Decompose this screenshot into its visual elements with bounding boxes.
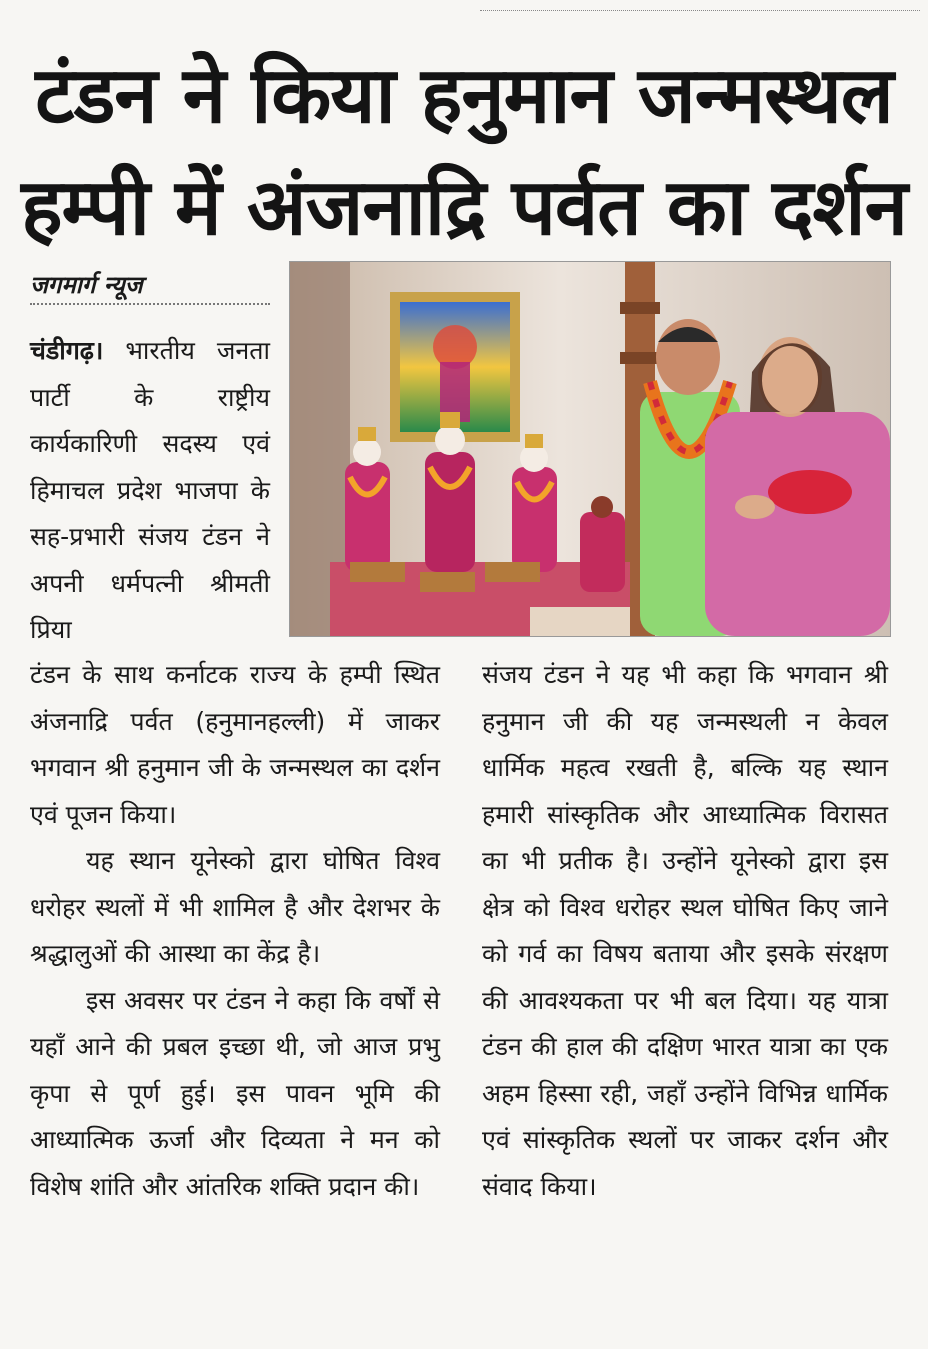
left-column: [30, 652, 440, 1210]
dateline-place: चंडीगढ़।: [30, 336, 104, 365]
right-paragraph-1: संजय टंडन ने यह भी कहा कि भगवान श्री हनुमान जी की यह जन्मस्थली न केवल धार्मिक महत्व रखती है, बल्कि यह स्थान हमारी सांस्कृतिक और आध्यात्मिक विरासत का भी प्रतीक है। उन्होंने यूनेस्को द्वारा इस क्षेत्र को विश्व धरोहर स्थल घोषित किए जाने को गर्व का विषय बताया और इसके संरक्षण की आवश्यकता पर भी बल दिया। यह यात्रा टंडन की हाल की दक्षिण भारत यात्रा का एक अहम हिस्सा रही, जहाँ उन्होंने विभिन्न धार्मिक एवं सांस्कृतिक स्थलों पर जाकर दर्शन और संवाद किया।: [482, 660, 888, 1201]
left-paragraph-1: टंडन के साथ कर्नाटक राज्य के हम्पी स्थित अंजनाद्रि पर्वत (हनुमानहल्ली) में जाकर भगवान श्री हनुमान जी के जन्मस्थल का दर्शन एवं पूजन किया।: [30, 660, 440, 829]
top-masthead-rule: [480, 0, 920, 11]
left-paragraph-3: इस अवसर पर टंडन ने कहा कि वर्षों से यहाँ आने की प्रबल इच्छा थी, जो आज प्रभु कृपा से पूर्ण हुई। इस पावन भूमि की आध्यात्मिक ऊर्जा और दिव्यता ने मन को विशेष शांति और आंतरिक शक्ति प्रदान की।: [30, 985, 440, 1201]
headline-line-1: टंडन ने किया हनुमान जन्मस्थल: [35, 51, 893, 141]
headline: [0, 40, 928, 264]
news-photo: [289, 261, 891, 637]
right-column: [482, 652, 888, 1210]
lead-text: भारतीय जनता पार्टी के राष्ट्रीय कार्यकारिणी सदस्य एवं हिमाचल प्रदेश भाजपा के सह-प्रभारी संजय टंडन ने अपनी धर्मपत्नी श्रीमती प्रिया: [30, 336, 270, 644]
lead-paragraph: [30, 328, 270, 654]
byline: जगमार्ग न्यूज: [30, 268, 270, 305]
left-paragraph-2: यह स्थान यूनेस्को द्वारा घोषित विश्व धरोहर स्थलों में भी शामिल है और देशभर के श्रद्धालुओं की आस्था का केंद्र है।: [30, 846, 440, 968]
temple-visit-photo: [290, 262, 890, 636]
headline-line-2: हम्पी में अंजनाद्रि पर्वत का दर्शन: [21, 163, 907, 253]
